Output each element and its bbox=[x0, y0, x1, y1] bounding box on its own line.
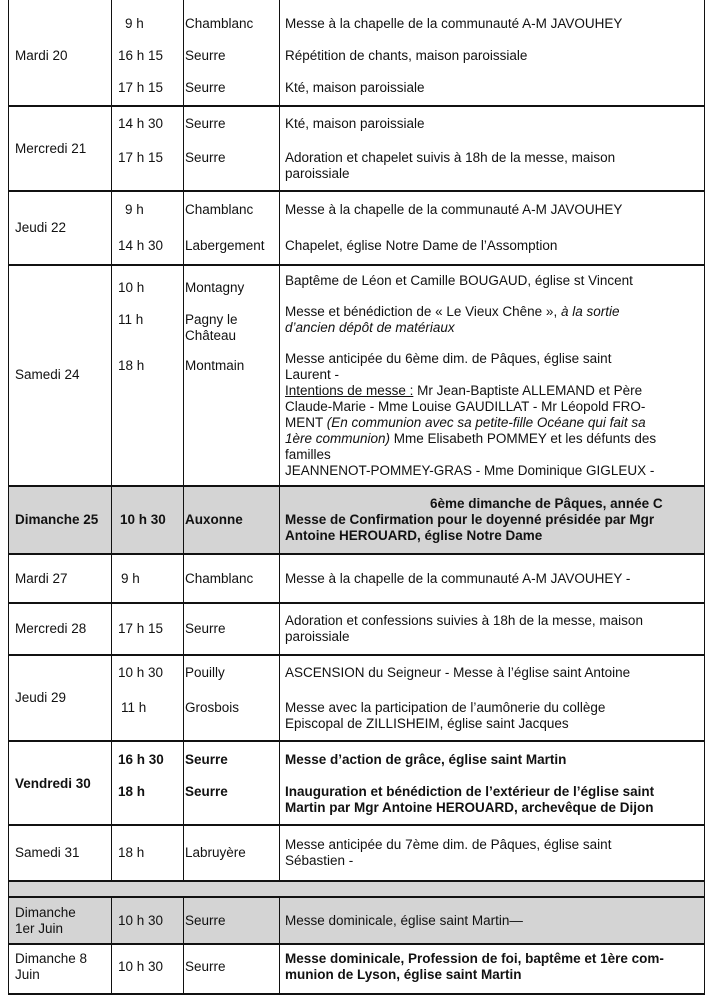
place-cell: Seurre bbox=[185, 150, 226, 165]
day-label: Mercredi 21 bbox=[15, 141, 87, 156]
event-description: Messe à la chapelle de la communauté A-M JAVOUHEY - bbox=[285, 571, 631, 586]
time-cell: 17 h 15 bbox=[118, 150, 164, 165]
row-line bbox=[8, 740, 705, 742]
place-cell: Pagny le bbox=[185, 312, 238, 327]
time-cell: 18 h bbox=[118, 784, 146, 799]
day-label: Dimanche 8 bbox=[15, 951, 88, 966]
col-divider-2b bbox=[183, 896, 184, 995]
intentions-text: Claude-Marie - Mme Louise GAUDILLAT - Mr Léopold FRO- bbox=[285, 399, 646, 414]
time-cell: 10 h 30 bbox=[118, 913, 164, 928]
day-label: 1er Juin bbox=[15, 921, 64, 936]
row-line bbox=[8, 264, 705, 266]
day-label: Dimanche bbox=[15, 905, 76, 920]
time-cell: 14 h 30 bbox=[118, 116, 164, 131]
event-description: Messe dominicale, église saint Martin— bbox=[285, 913, 523, 928]
place-cell: Chamblanc bbox=[185, 202, 254, 217]
event-description: Baptême de Léon et Camille BOUGAUD, église st Vincent bbox=[285, 273, 633, 288]
day-label: Mercredi 28 bbox=[15, 621, 87, 636]
day-label: Vendredi 30 bbox=[15, 776, 91, 791]
event-description: Messe de Confirmation pour le doyenné présidée par Mgr bbox=[285, 512, 655, 527]
event-description: Antoine HEROUARD, église Notre Dame bbox=[285, 528, 543, 543]
event-description: Messe anticipée du 7ème dim. de Pâques, église saint bbox=[285, 837, 612, 852]
event-description: Messe d’action de grâce, église saint Martin bbox=[285, 752, 567, 767]
time-cell: 17 h 15 bbox=[118, 80, 164, 95]
place-cell: Château bbox=[185, 328, 237, 343]
time-cell: 14 h 30 bbox=[118, 238, 164, 253]
time-cell: 18 h bbox=[118, 358, 145, 373]
event-description: Messe avec la participation de l’aumônerie du collège bbox=[285, 700, 606, 715]
time-cell: 9 h bbox=[121, 571, 140, 586]
place-cell: Seurre bbox=[185, 80, 226, 95]
place-cell: Labergement bbox=[185, 238, 265, 253]
event-description: Adoration et chapelet suivis à 18h de la messe, maison bbox=[285, 150, 616, 165]
event-description: Inauguration et bénédiction de l’extérieur de l’église saint bbox=[285, 784, 655, 799]
col-divider-3 bbox=[279, 0, 280, 882]
day-label: Jeudi 22 bbox=[15, 220, 67, 235]
place-cell: Seurre bbox=[185, 621, 226, 636]
event-description: Kté, maison paroissiale bbox=[285, 80, 425, 95]
place-cell: Chamblanc bbox=[185, 16, 254, 31]
place-cell: Seurre bbox=[185, 48, 226, 63]
day-label: Mardi 27 bbox=[15, 571, 68, 586]
day-label: Jeudi 29 bbox=[15, 690, 67, 705]
intentions-text: JEANNENOT-POMMEY-GRAS - Mme Dominique GIGLEUX - bbox=[285, 463, 655, 478]
event-description: Répétition de chants, maison paroissiale bbox=[285, 48, 528, 63]
row-line bbox=[8, 654, 705, 656]
schedule-table bbox=[8, 0, 705, 995]
time-cell: 10 h 30 bbox=[118, 665, 164, 680]
event-description-text: Messe et bénédiction de « Le Vieux Chêne », bbox=[285, 304, 561, 319]
event-description: Laurent - bbox=[285, 367, 340, 382]
intentions-text: Mr Jean-Baptiste ALLEMAND et Père bbox=[413, 383, 643, 398]
place-cell: Chamblanc bbox=[185, 571, 254, 586]
place-cell: Montmain bbox=[185, 358, 245, 373]
event-description bbox=[285, 304, 619, 320]
row-line bbox=[8, 943, 705, 945]
col-divider-2 bbox=[183, 0, 184, 882]
intentions-text: Mme Elisabeth POMMEY et les défunts des bbox=[390, 431, 657, 446]
row-line bbox=[8, 553, 705, 555]
event-description: Martin par Mgr Antoine HEROUARD, archevêque de Dijon bbox=[285, 800, 654, 815]
event-description: Messe à la chapelle de la communauté A-M JAVOUHEY bbox=[285, 202, 623, 217]
event-description: paroissiale bbox=[285, 629, 350, 644]
mass-intentions bbox=[285, 383, 642, 399]
time-cell: 10 h 30 bbox=[120, 512, 166, 527]
time-cell: 10 h 30 bbox=[118, 959, 164, 974]
event-description: Messe à la chapelle de la communauté A-M JAVOUHEY bbox=[285, 16, 623, 31]
place-cell: Seurre bbox=[185, 752, 228, 767]
event-description: Chapelet, église Notre Dame de l’Assomption bbox=[285, 238, 558, 253]
place-cell: Montagny bbox=[185, 280, 245, 295]
event-description: Kté, maison paroissiale bbox=[285, 116, 425, 131]
time-cell: 17 h 15 bbox=[118, 621, 164, 636]
col-divider-1b bbox=[111, 896, 112, 995]
place-cell: Seurre bbox=[185, 784, 228, 799]
band-separator bbox=[8, 882, 705, 896]
time-cell: 10 h bbox=[118, 280, 145, 295]
row-line bbox=[8, 485, 705, 487]
time-cell: 11 h bbox=[118, 312, 144, 327]
time-cell: 9 h bbox=[125, 202, 144, 217]
day-label: Samedi 31 bbox=[15, 845, 80, 860]
border-left bbox=[8, 0, 9, 995]
event-description: Messe anticipée du 6ème dim. de Pâques, église saint bbox=[285, 351, 612, 366]
intentions-note: (En communion avec sa petite-fille Océane qui fait sa bbox=[326, 415, 646, 430]
row-line bbox=[8, 880, 705, 882]
event-description: Sébastien - bbox=[285, 853, 354, 868]
place-cell: Labruyère bbox=[185, 845, 246, 860]
intentions-text bbox=[285, 431, 656, 447]
intentions-note: 1ère communion) bbox=[285, 431, 391, 446]
time-cell: 16 h 30 bbox=[118, 752, 164, 767]
place-cell: Seurre bbox=[185, 116, 226, 131]
intentions-text bbox=[285, 415, 646, 431]
row-line bbox=[8, 824, 705, 826]
day-label: Dimanche 25 bbox=[15, 512, 99, 527]
border-right bbox=[704, 0, 705, 995]
day-label: Juin bbox=[15, 967, 40, 982]
intentions-label: Intentions de messe : bbox=[285, 383, 414, 398]
row-line bbox=[8, 105, 705, 107]
liturgical-title: 6ème dimanche de Pâques, année C bbox=[430, 496, 663, 511]
place-cell: Seurre bbox=[185, 959, 226, 974]
event-description: Messe dominicale, Profession de foi, baptême et 1ère com- bbox=[285, 951, 664, 966]
intentions-text: familles bbox=[285, 447, 331, 462]
event-location-note: d’ancien dépôt de matériaux bbox=[285, 320, 455, 335]
row-line bbox=[8, 190, 705, 192]
col-divider-3b bbox=[279, 896, 280, 995]
event-description: paroissiale bbox=[285, 166, 350, 181]
day-label: Samedi 24 bbox=[15, 367, 80, 382]
col-divider-1 bbox=[111, 0, 112, 882]
time-cell: 9 h bbox=[125, 16, 144, 31]
place-cell: Grosbois bbox=[185, 700, 240, 715]
time-cell: 18 h bbox=[118, 845, 145, 860]
place-cell: Auxonne bbox=[185, 512, 243, 527]
time-cell: 16 h 15 bbox=[118, 48, 164, 63]
place-cell: Pouilly bbox=[185, 665, 225, 680]
intentions-text: MENT bbox=[285, 415, 327, 430]
event-description: munion de Lyson, église saint Martin bbox=[285, 967, 522, 982]
row-line bbox=[8, 602, 705, 604]
event-description: Episcopal de ZILLISHEIM, église saint Jacques bbox=[285, 716, 569, 731]
event-description: Adoration et confessions suivies à 18h de la messe, maison bbox=[285, 613, 643, 628]
event-description: ASCENSION du Seigneur - Messe à l’église saint Antoine bbox=[285, 665, 631, 680]
row-line bbox=[8, 896, 705, 898]
event-location-note: à la sortie bbox=[560, 304, 620, 319]
day-label: Mardi 20 bbox=[15, 48, 68, 63]
place-cell: Seurre bbox=[185, 913, 226, 928]
time-cell: 11 h bbox=[121, 700, 147, 715]
